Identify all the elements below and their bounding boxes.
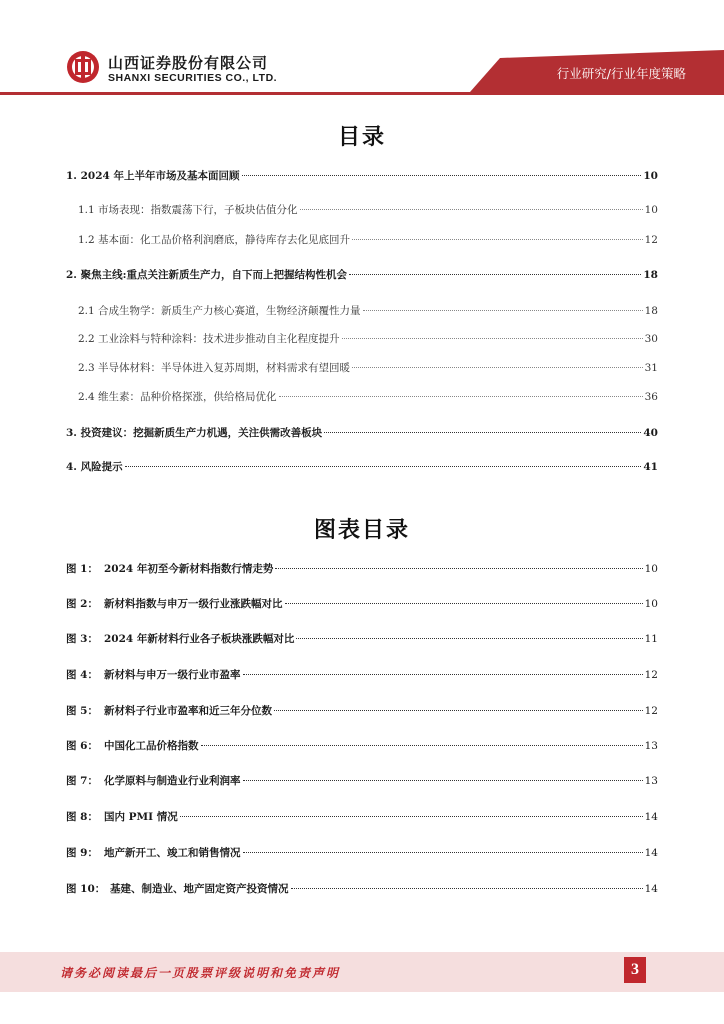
toc-entry-label: 2.1 合成生物学：新质生产力核心赛道，生物经济颠覆性力量 [78,305,361,317]
figure-page: 14 [644,883,658,895]
company-name-en: SHANXI SECURITIES CO., LTD. [108,72,278,84]
leader-dots [363,310,643,311]
leader-dots [242,175,642,176]
toc-entry-label: 3. 投资建议：挖掘新质生产力机遇，关注供需改善板块 [66,427,323,439]
figure-page: 14 [644,847,658,859]
figure-label: 2024 年新材料行业各子板块涨跌幅对比 [104,633,295,645]
toc-entry-page: 18 [644,305,658,317]
toc-entry-page: 40 [643,427,658,439]
toc-entry-page: 12 [644,234,658,246]
toc-entry-label: 1.1 市场表现：指数震荡下行，子板块估值分化 [78,204,298,216]
figure-page: 10 [644,563,658,575]
toc-entry-page: 10 [643,170,658,182]
toc-entry-label: 1.2 基本面：化工品价格利润磨底，静待库存去化见底回升 [78,234,351,246]
figure-label: 地产新开工、竣工和销售情况 [104,847,241,859]
leader-dots [291,888,643,889]
toc-entry-label: 2.2 工业涂料与特种涂料：技术进步推动自主化程度提升 [78,333,340,345]
toc-entry-label: 4. 风险提示 [66,461,123,473]
page-header [0,0,724,100]
figure-label: 新材料子行业市盈率和近三年分位数 [104,705,272,717]
figure-page: 10 [644,598,658,610]
page-number: 3 [624,957,646,983]
company-name-cn: 山西证券股份有限公司 [108,54,269,72]
toc-entry-label: 1. 2024 年上半年市场及基本面回顾 [66,170,240,182]
figure-label: 基建、制造业、地产固定资产投资情况 [110,883,289,895]
figure-entry[interactable] [66,631,658,649]
figure-number: 图 10： [66,883,106,895]
leader-dots [243,852,643,853]
figure-number: 图 9： [66,847,98,859]
figure-label: 新材料指数与申万一级行业涨跌幅对比 [104,598,283,610]
figure-entry[interactable] [66,738,658,756]
figures-title: 图表目录 [313,518,410,543]
leader-dots [352,367,643,368]
leader-dots [125,466,642,467]
disclaimer-text: 请务必阅读最后一页股票评级说明和免责声明 [60,966,341,980]
figure-page: 12 [644,705,658,717]
toc-entry-label: 2. 聚焦主线:重点关注新质生产力，自下而上把握结构性机会 [66,269,347,281]
toc-entry[interactable] [66,267,658,285]
leader-dots [296,638,642,639]
leader-dots [349,274,641,275]
toc-entry[interactable] [66,459,658,477]
figure-number: 图 2： [66,598,98,610]
toc-entry-page: 36 [644,391,658,403]
figure-label: 新材料与申万一级行业市盈率 [104,669,241,681]
figure-number: 图 8： [66,811,98,823]
toc-title: 目录 [337,125,386,150]
figure-page: 13 [644,775,658,787]
toc-entry[interactable] [78,331,658,349]
toc-entry-page: 41 [643,461,658,473]
leader-dots [274,710,643,711]
toc-entry[interactable] [78,303,658,321]
toc-entry-page: 30 [644,333,658,345]
figure-number: 图 3： [66,633,98,645]
figure-entry[interactable] [66,809,658,827]
toc-entry-page: 10 [644,204,658,216]
company-logo-icon [66,50,100,84]
figure-page: 13 [644,740,658,752]
leader-dots [342,338,643,339]
toc-entry[interactable] [78,389,658,407]
figure-entry[interactable] [66,596,658,614]
toc-entry[interactable] [78,360,658,378]
toc-entry[interactable] [78,232,658,250]
figure-label: 国内 PMI 情况 [104,811,178,823]
figure-page: 14 [644,811,658,823]
leader-dots [243,674,643,675]
toc-entry[interactable] [66,425,658,443]
leader-dots [180,816,643,817]
toc-entry-label: 2.4 维生素：品种价格探涨，供给格局优化 [78,391,277,403]
leader-dots [285,603,643,604]
figure-number: 图 7： [66,775,98,787]
figure-number: 图 6： [66,740,98,752]
figure-label: 中国化工品价格指数 [104,740,199,752]
header-rule [0,92,724,95]
leader-dots [324,432,641,433]
leader-dots [300,209,643,210]
leader-dots [275,568,642,569]
toc-entry-label: 2.3 半导体材料：半导体进入复苏周期，材料需求有望回暖 [78,362,351,374]
figure-entry[interactable] [66,773,658,791]
figure-entry[interactable] [66,845,658,863]
leader-dots [243,780,643,781]
figure-label: 2024 年初至今新材料指数行情走势 [104,563,274,575]
figure-entry[interactable] [66,561,658,579]
leader-dots [201,745,643,746]
figure-page: 12 [644,669,658,681]
header-band [0,0,724,100]
toc-entry-page: 31 [644,362,658,374]
leader-dots [352,239,643,240]
figure-page: 11 [644,633,658,645]
figure-entry[interactable] [66,881,658,899]
figure-number: 图 1： [66,563,98,575]
page-footer [0,952,724,992]
toc-entry[interactable] [66,168,658,186]
figure-number: 图 5： [66,705,98,717]
toc-entry[interactable] [78,202,658,220]
toc-entry-page: 18 [643,269,658,281]
report-type-label: 行业研究/行业年度策略 [556,66,686,81]
leader-dots [279,396,643,397]
figure-entry[interactable] [66,667,658,685]
figure-entry[interactable] [66,703,658,721]
figure-label: 化学原料与制造业行业利润率 [104,775,241,787]
figure-number: 图 4： [66,669,98,681]
